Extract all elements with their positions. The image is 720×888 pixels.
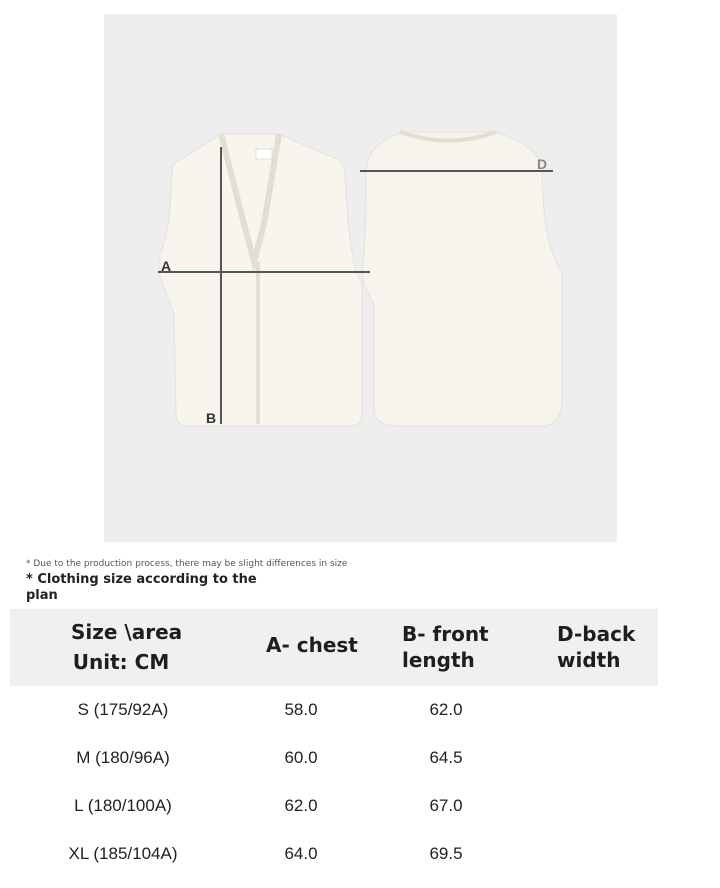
cell-chest: 62.0 bbox=[284, 796, 318, 815]
header-size-line2: Unit: CM bbox=[72, 650, 170, 674]
header-back-line1: D-back bbox=[557, 622, 636, 646]
cell-chest: 64.0 bbox=[284, 844, 318, 863]
label-b: B bbox=[206, 410, 217, 426]
cell-size: XL (185/104A) bbox=[68, 844, 178, 863]
cell-front-length: 69.5 bbox=[429, 844, 463, 863]
cell-front-length: 67.0 bbox=[429, 796, 463, 815]
cell-size: M (180/96A) bbox=[76, 748, 170, 767]
cell-size: S (175/92A) bbox=[77, 700, 169, 719]
vest-measurement-diagram bbox=[104, 14, 617, 542]
cell-front-length: 64.5 bbox=[429, 748, 463, 767]
label-d: D bbox=[537, 156, 548, 172]
header-back-line2: width bbox=[557, 648, 621, 672]
header-front-line2: length bbox=[402, 648, 475, 672]
header-size-line1: Size \area bbox=[71, 620, 183, 644]
production-note: * Due to the production process, there may be slight differences in size bbox=[26, 559, 348, 569]
header-front-line1: B- front bbox=[402, 622, 489, 646]
cell-size: L (180/100A) bbox=[74, 796, 172, 815]
product-photo bbox=[104, 14, 617, 542]
vest-back bbox=[362, 132, 562, 426]
header-front-length bbox=[402, 621, 489, 673]
size-table-header bbox=[10, 609, 658, 686]
cell-chest: 60.0 bbox=[284, 748, 318, 767]
header-back-width bbox=[557, 621, 635, 673]
clothing-size-note: * Clothing size according to the plan bbox=[26, 572, 257, 603]
cell-front-length: 62.0 bbox=[429, 700, 463, 719]
header-size bbox=[71, 619, 183, 675]
vest-front bbox=[160, 134, 362, 426]
label-a: A bbox=[161, 258, 172, 274]
header-chest: A- chest bbox=[266, 633, 358, 657]
cell-chest: 58.0 bbox=[284, 700, 318, 719]
